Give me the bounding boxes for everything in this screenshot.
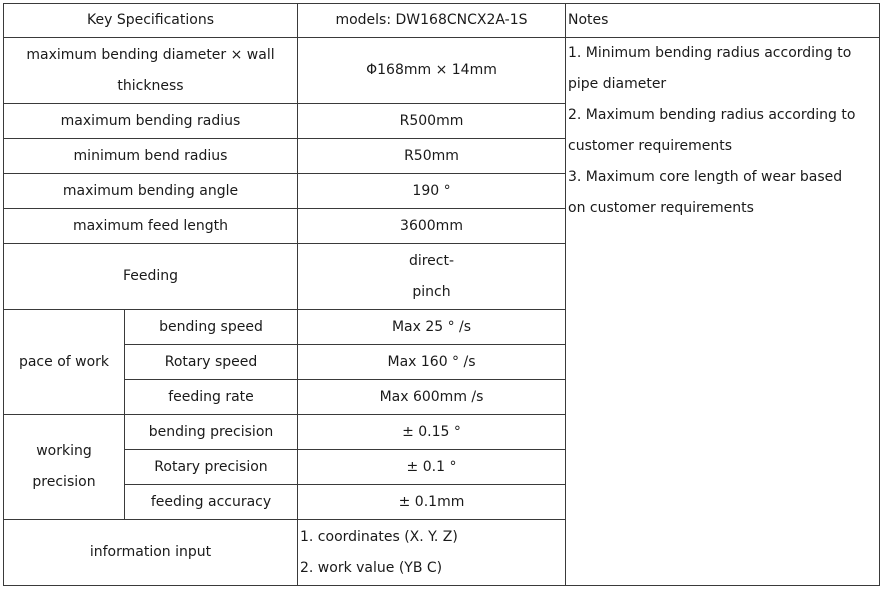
bending-precision-value: ± 0.15 ° (298, 415, 566, 450)
note-2-line-2: customer requirements (568, 138, 733, 154)
bending-speed-label: bending speed (125, 310, 298, 345)
rotary-speed-label: Rotary speed (125, 345, 298, 380)
rotary-precision-value: ± 0.1 ° (298, 450, 566, 485)
table-row (4, 38, 880, 104)
min-radius-value: R50mm (298, 139, 566, 174)
note-1-line-2: pipe diameter (568, 76, 667, 92)
header-row (4, 4, 880, 38)
max-radius-value: R500mm (298, 104, 566, 139)
feeding-rate-value: Max 600mm /s (298, 380, 566, 415)
max-radius-label: maximum bending radius (4, 104, 298, 139)
header-key-specifications: Key Specifications (4, 4, 298, 38)
information-input-value: 1. coordinates (X. Y. Z) 2. work value (YB C) (298, 520, 566, 586)
max-feed-label: maximum feed length (4, 209, 298, 244)
information-input-label: information input (4, 520, 298, 586)
feeding-value: direct- pinch (298, 244, 566, 310)
max-diameter-label: maximum bending diameter × wall thickness (4, 38, 298, 104)
max-angle-label: maximum bending angle (4, 174, 298, 209)
header-model: models: DW168CNCX2A-1S (298, 4, 566, 38)
bending-speed-value: Max 25 ° /s (298, 310, 566, 345)
header-notes: Notes (566, 4, 880, 38)
feeding-label: Feeding (4, 244, 298, 310)
feeding-accuracy-value: ± 0.1mm (298, 485, 566, 520)
notes-empty-cell (566, 310, 880, 586)
feeding-accuracy-label: feeding accuracy (125, 485, 298, 520)
notes-cell (566, 38, 880, 310)
min-radius-label: minimum bend radius (4, 139, 298, 174)
note-2-line-1: 2. Maximum bending radius according to (568, 107, 856, 123)
max-diameter-value: Φ168mm × 14mm (298, 38, 566, 104)
note-3-line-1: 3. Maximum core length of wear based (568, 169, 843, 185)
rotary-speed-value: Max 160 ° /s (298, 345, 566, 380)
max-angle-value: 190 ° (298, 174, 566, 209)
working-precision-group: working precision (4, 415, 125, 520)
note-1-line-1: 1. Minimum bending radius according to (568, 45, 852, 61)
pace-of-work-group: pace of work (4, 310, 125, 415)
table-row (4, 310, 880, 345)
bending-precision-label: bending precision (125, 415, 298, 450)
rotary-precision-label: Rotary precision (125, 450, 298, 485)
note-3-line-2: on customer requirements (568, 200, 754, 216)
specifications-table (3, 3, 880, 586)
max-feed-value: 3600mm (298, 209, 566, 244)
feeding-rate-label: feeding rate (125, 380, 298, 415)
